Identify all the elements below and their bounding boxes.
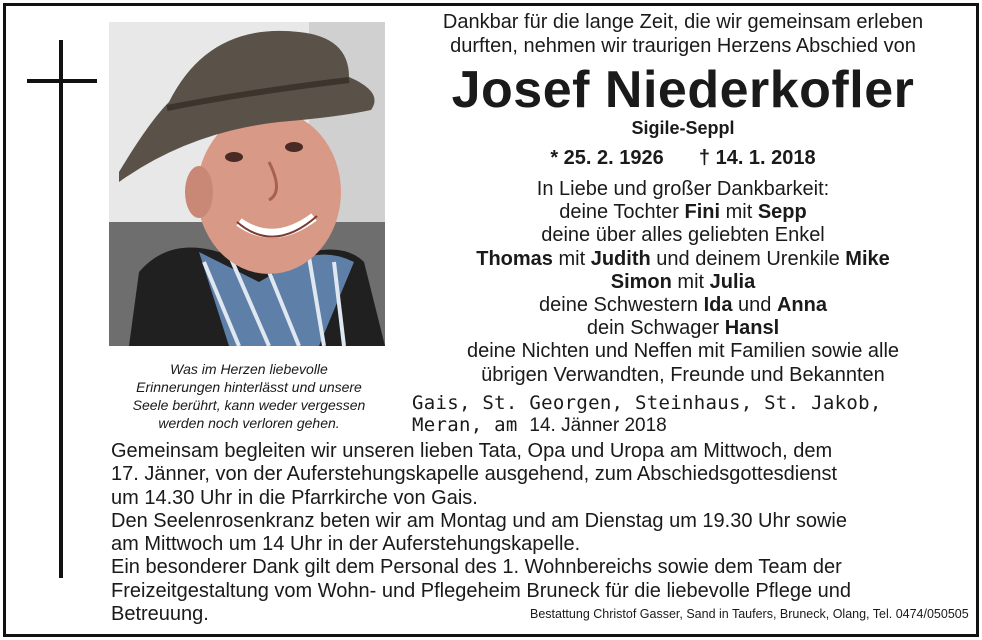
portrait-illustration [109, 22, 385, 346]
family-line: Simon mit Julia [610, 270, 756, 293]
quote-line: Seele berührt, kann weder vergessen [132, 397, 366, 413]
place-and-date [412, 392, 882, 437]
body-line: Ein besonderer Dank gilt dem Personal des 1. Wohnbereichs sowie dem Team der [111, 556, 842, 579]
quote-line: Erinnerungen hinterlässt und unsere [136, 379, 362, 395]
place-line: Meran, am 14. Jänner 2018 [412, 414, 667, 436]
funeral-details [111, 440, 961, 626]
cross-icon [59, 40, 63, 578]
quote-line: werden noch verloren gehen. [158, 415, 340, 431]
intro-text [398, 10, 968, 58]
family-line: übrigen Verwandten, Freunde und Bekannten [481, 363, 885, 386]
cross-icon-bar [27, 79, 97, 83]
place-line: Gais, St. Georgen, Steinhaus, St. Jakob, [412, 392, 882, 414]
nickname: Sigile-Seppl [631, 118, 735, 138]
funeral-home-credit: Bestattung Christof Gasser, Sand in Taufers, Bruneck, Olang, Tel. 0474/050505 [530, 607, 969, 621]
deceased-name: Josef Niederkofler [451, 61, 915, 119]
memorial-quote [104, 360, 394, 432]
intro-line: durften, nehmen wir traurigen Herzens Abschied von [450, 35, 916, 57]
body-line: um 14.30 Uhr in die Pfarrkirche von Gais. [111, 486, 478, 509]
body-line: Gemeinsam begleiten wir unseren lieben Tata, Opa und Uropa am Mittwoch, dem [111, 440, 833, 462]
family-list [398, 178, 968, 387]
body-line: Betreuung. [111, 603, 209, 626]
body-line: Den Seelenrosenkranz beten wir am Montag und am Dienstag um 19.30 Uhr sowie [111, 509, 847, 532]
birth-date: * 25. 2. 1926 [550, 147, 664, 169]
quote-line: Was im Herzen liebevolle [170, 361, 328, 377]
family-line: deine Schwestern Ida und Anna [539, 294, 827, 317]
family-line: deine Nichten und Neffen mit Familien sowie alle [466, 340, 900, 363]
body-line: am Mittwoch um 14 Uhr in der Auferstehungskapelle. [111, 533, 581, 556]
intro-line: Dankbar für die lange Zeit, die wir gemeinsam erleben [442, 11, 924, 33]
family-line: deine über alles geliebten Enkel [541, 224, 825, 247]
family-line: Thomas mit Judith und deinem Urenkile Mike [476, 247, 890, 270]
body-line: Freizeitgestaltung vom Wohn- und Pflegeheim Bruneck für die liebevolle Pflege und [111, 579, 852, 602]
body-line: 17. Jänner, von der Auferstehungskapelle ausgehend, zum Abschiedsgottesdienst [111, 463, 838, 486]
family-line: dein Schwager Hansl [586, 317, 780, 340]
family-line: In Liebe und großer Dankbarkeit: [536, 178, 830, 200]
family-line: deine Tochter Fini mit Sepp [559, 201, 807, 224]
death-date: † 14. 1. 2018 [698, 147, 816, 169]
life-dates [398, 146, 968, 170]
portrait-photo [109, 22, 385, 346]
